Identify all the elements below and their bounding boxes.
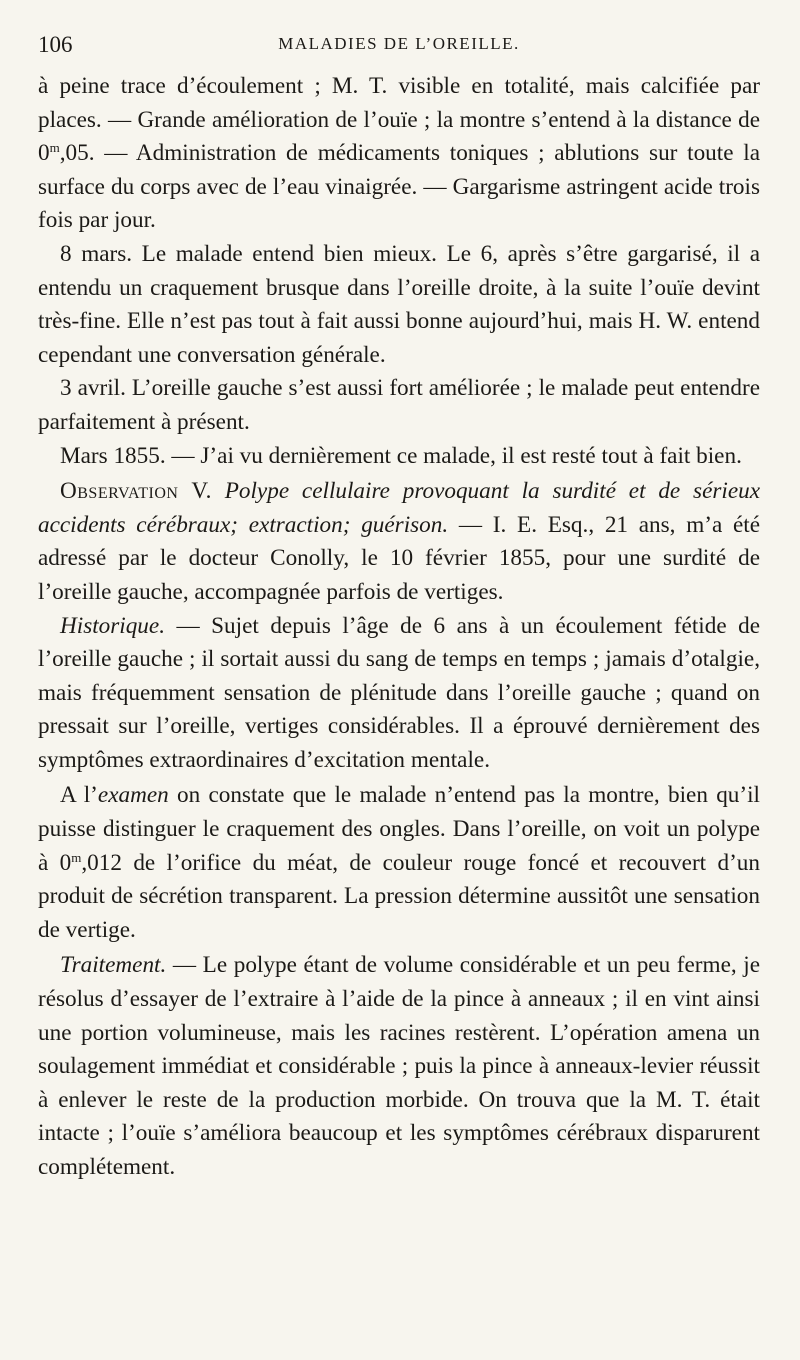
running-title: MALADIES DE L’OREILLE. xyxy=(278,34,520,53)
page-body xyxy=(38,70,760,1185)
paragraph-traitement xyxy=(38,949,760,1184)
examen-label: examen xyxy=(97,782,169,809)
paragraph-mars-1855: Mars 1855. — J’ai vu dernièrement ce malade, il est resté tout à fait bien. xyxy=(60,442,742,469)
examen-prefix: A l’ xyxy=(60,782,98,809)
page-header xyxy=(38,30,760,70)
observation-text: — I. E. Esq., 21 ans, m’a été adressé par le docteur Conolly, le 10 février 1855, pour une surdité de l’oreille gauche, accompagnée parfois de vertiges. xyxy=(38,511,760,605)
examen-text-b: ,012 de l’orifice du méat, de couleur rouge foncé et recouvert d’un produit de sécrétion transparent. La pression détermine aussitôt une sensation de vertige. xyxy=(38,849,760,943)
observation-title: Polype cellulaire provoquant la surdité et de sérieux accidents cérébraux; extraction; guérison. xyxy=(38,478,760,538)
observation-label: Observation V. xyxy=(60,478,212,505)
p1-text-a: à peine trace d’écoulement ; M. T. visible en totalité, mais calcifiée par places. — Grande amélioration de l’ouïe ; la montre s’entend à la distance de 0 xyxy=(38,73,760,167)
paragraph-observation xyxy=(38,475,760,609)
historique-text: — Sujet depuis l’âge de 6 ans à un écoulement fétide de l’oreille gauche ; il sortait aussi du sang de temps en temps ; jamais d’otalgie, mais fréquemment sensation de plénitude dans l’oreille gauche ; quand on pressait sur l’oreille, vertiges considérables. Il a éprouvé dernièrement des symptômes extraordinaires d’excitation mentale. xyxy=(38,612,760,773)
paragraph-examen xyxy=(38,779,760,947)
paragraph-8-mars: 8 mars. Le malade entend bien mieux. Le 6, après s’être gargarisé, il a entendu un craquement brusque dans l’oreille droite, à la suite l’ouïe devint très-fine. Elle n’est pas tout à fait aussi bonne aujourd’hui, mais H. W. entend cependant une conversation générale. xyxy=(38,240,760,368)
paragraph-3-avril: 3 avril. L’oreille gauche s’est aussi fort améliorée ; le malade peut entendre parfaitement à présent. xyxy=(38,375,760,435)
traitement-text: — Le polype étant de volume considérable et un peu ferme, je résolus d’essayer de l’extraire à l’aide de la pince à anneaux ; il en vint ainsi une portion volumineuse, mais les racines restèrent. L’opération amena un soulagement immédiat et considérable ; puis la pince à anneaux-levier réussit à enlever le reste de la production morbide. On trouva que la M. T. était intacte ; l’ouïe s’améliora beaucoup et les symptômes cérébraux disparurent complétement. xyxy=(38,952,760,1180)
examen-text-a: on constate que le malade n’entend pas la montre, bien qu’il puisse distinguer le craquement des ongles. Dans l’oreille, on voit un polype à 0 xyxy=(38,782,760,876)
unit-superscript: m xyxy=(71,849,82,865)
page-number: 106 xyxy=(38,32,73,57)
p1-text-b: ,05. — Administration de médicaments toniques ; ablutions sur toute la surface du corps avec de l’eau vinaigrée. — Gargarisme astringent acide trois fois par jour. xyxy=(38,140,760,234)
traitement-label: Traitement. xyxy=(60,952,167,979)
historique-label: Historique. xyxy=(60,612,165,639)
unit-superscript: m xyxy=(49,140,60,156)
paragraph-continuation xyxy=(38,70,760,238)
paragraph-historique xyxy=(38,610,760,778)
